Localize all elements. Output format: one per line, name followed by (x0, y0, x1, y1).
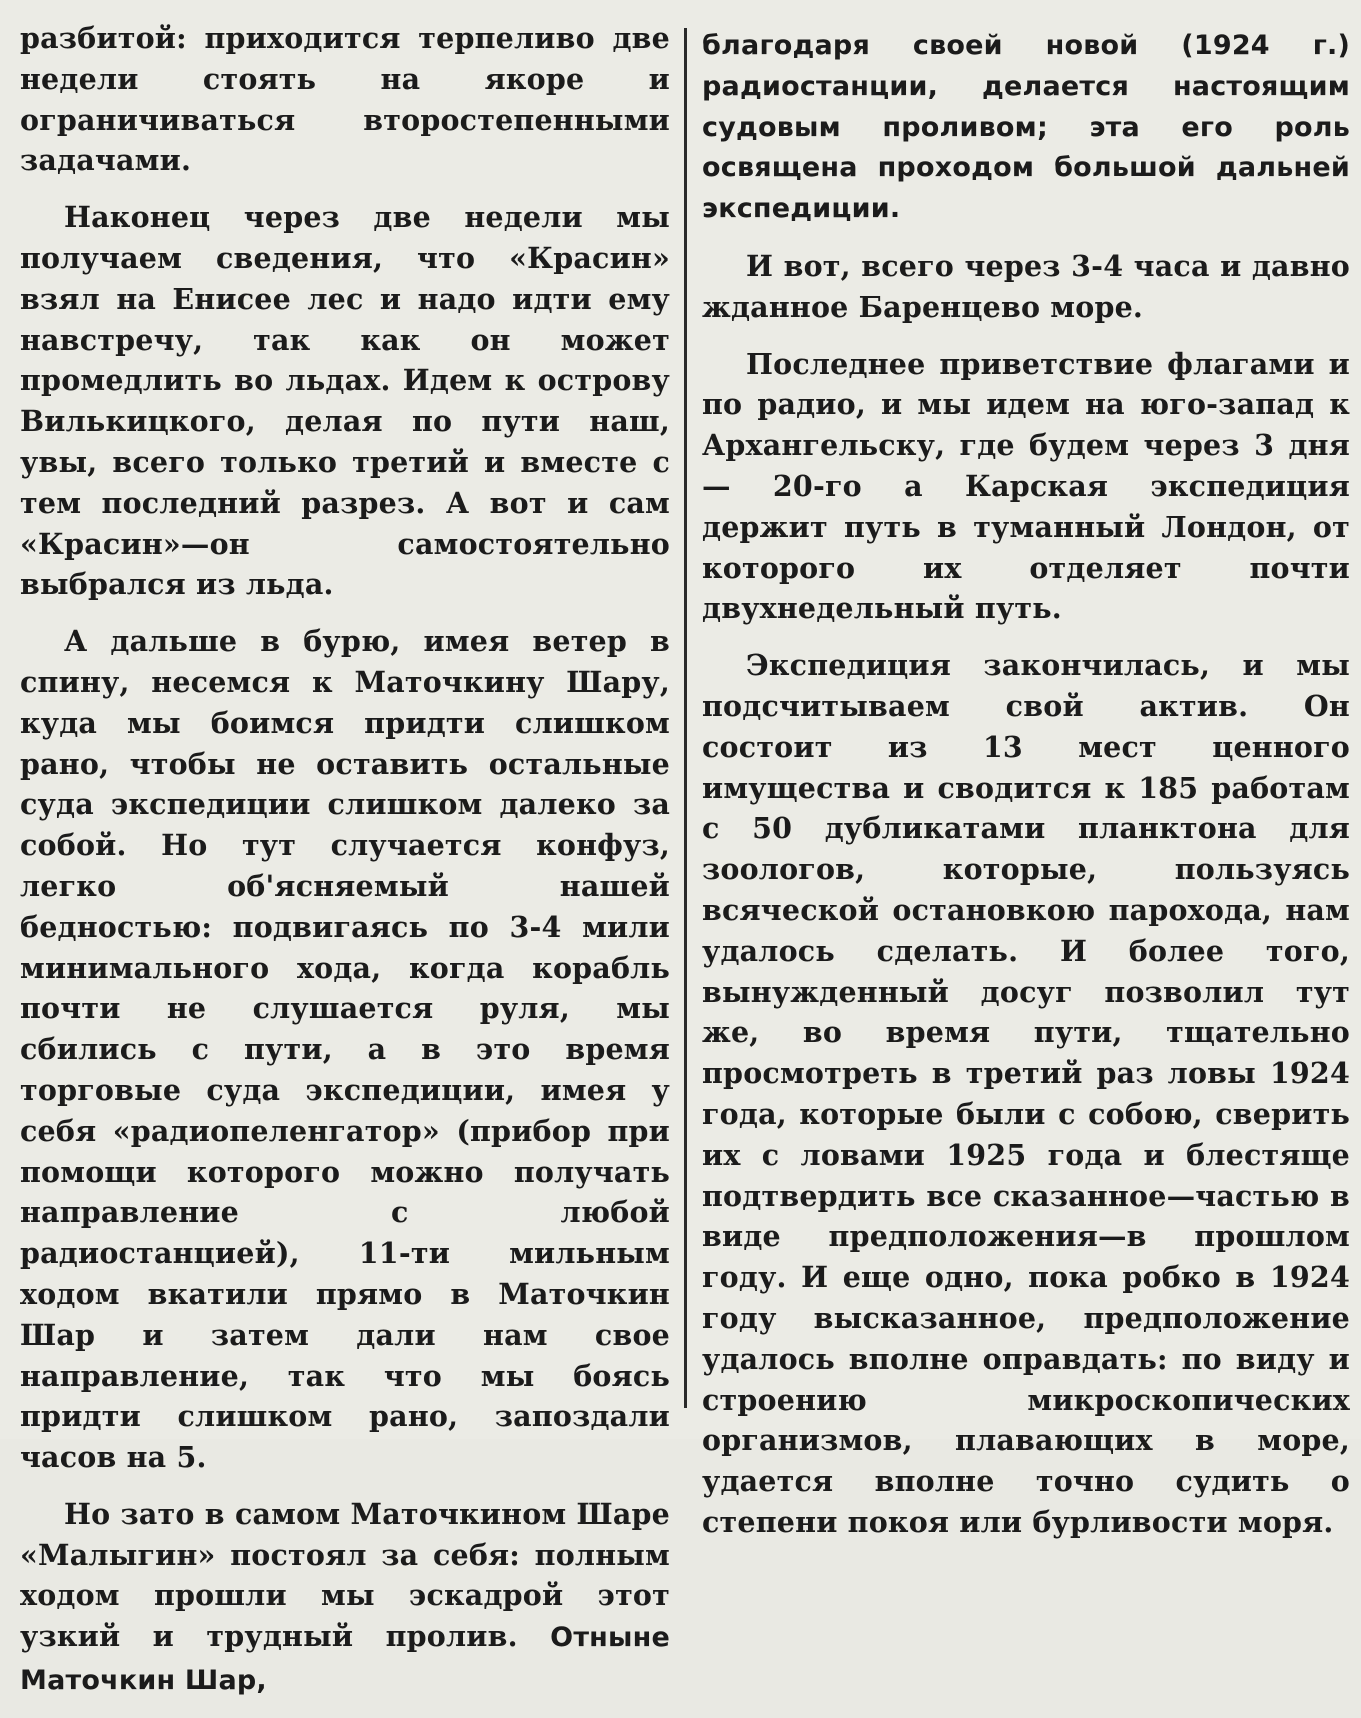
paragraph-continuation: разбитой: приходится терпеливо две недели стоять на якоре и ограничиваться второстепенными задачами. (20, 21, 670, 178)
paragraph-krasin: Наконец через две недели мы получаем сведения, что «Красин» взял на Енисее лес и надо идти ему навстречу, так как он может промедлить во льдах. Идем к острову Вилькицкого, делая по пути наш, увы, всего только третий и вместе с тем последний разрез. А вот и сам «Красин»—он самостоятельно выбрался из льда. (20, 200, 670, 602)
bold-phrase-start: Отныне Маточкин Шар, (20, 1622, 671, 1697)
right-column (702, 26, 1350, 1559)
column-divider (684, 28, 687, 1408)
left-column (20, 18, 670, 1718)
bold-paragraph-radiostation: благодаря своей новой (1924 г.) радиостанции, делается настоящим судовым проливом; эта его роль освящена проходом большой дальней экспедиции. (702, 30, 1350, 225)
paragraph-matochkin-shar: А дальше в бурю, имея ветер в спину, несемся к Маточкину Шару, куда мы боимся придти слишком рано, чтобы не оставить остальные суда экспедиции слишком далеко за собой. Но тут случается конфуз, легко об'ясняемый нашей бедностью: подвигаясь по 3-4 мили минимального хода, когда корабль почти не слушается руля, мы сбились с пути, а в это время торговые суда экспедиции, имея у себя «радиопеленгатор» (прибор при помощи которого можно получать направление с любой радиостанцией), 11-ти мильным ходом вкатили прямо в Маточкин Шар и затем дали нам свое направление, так что мы боясь придти слишком рано, запоздали часов на 5. (20, 624, 670, 1475)
paragraph-results: Экспедиция закончилась, и мы подсчитываем свой актив. Он состоит из 13 мест ценного имущества и сводится к 185 работам с 50 дубликатами планктона для зоологов, которые, пользуясь всяческой остановкою парохода, нам удалось сделать. И более того, вынужденный досуг позволил тут же, во время пути, тщательно просмотреть в третий раз ловы 1924 года, которые были с собою, сверить их с ловами 1925 года и блестяще подтвердить все сказанное—частью в виде предположения—в прошлом году. И еще одно, пока робко в 1924 году высказанное, предположение удалось вполне оправдать: по виду и строению микроскопических организмов, плавающих в море, удается вполне точно судить о степени покоя или бурливости моря. (702, 648, 1350, 1539)
paragraph-malygin-text: Но зато в самом Маточкином Шаре «Малыгин» постоял за себя: полным ходом прошли мы эскадрой этот узкий и трудный пролив. (20, 1496, 670, 1654)
paragraph-farewell: Последнее приветствие флагами и по радио, и мы идем на юго-запад к Архангельску, где будем через 3 дня — 20-го а Карская экспедиция держит путь в туманный Лондон, от которого их отделяет почти двухнедельный путь. (702, 346, 1350, 626)
paragraph-malygin (20, 1494, 670, 1702)
paragraph-barents-sea: И вот, всего через 3-4 часа и давно жданное Баренцево море. (702, 248, 1350, 324)
